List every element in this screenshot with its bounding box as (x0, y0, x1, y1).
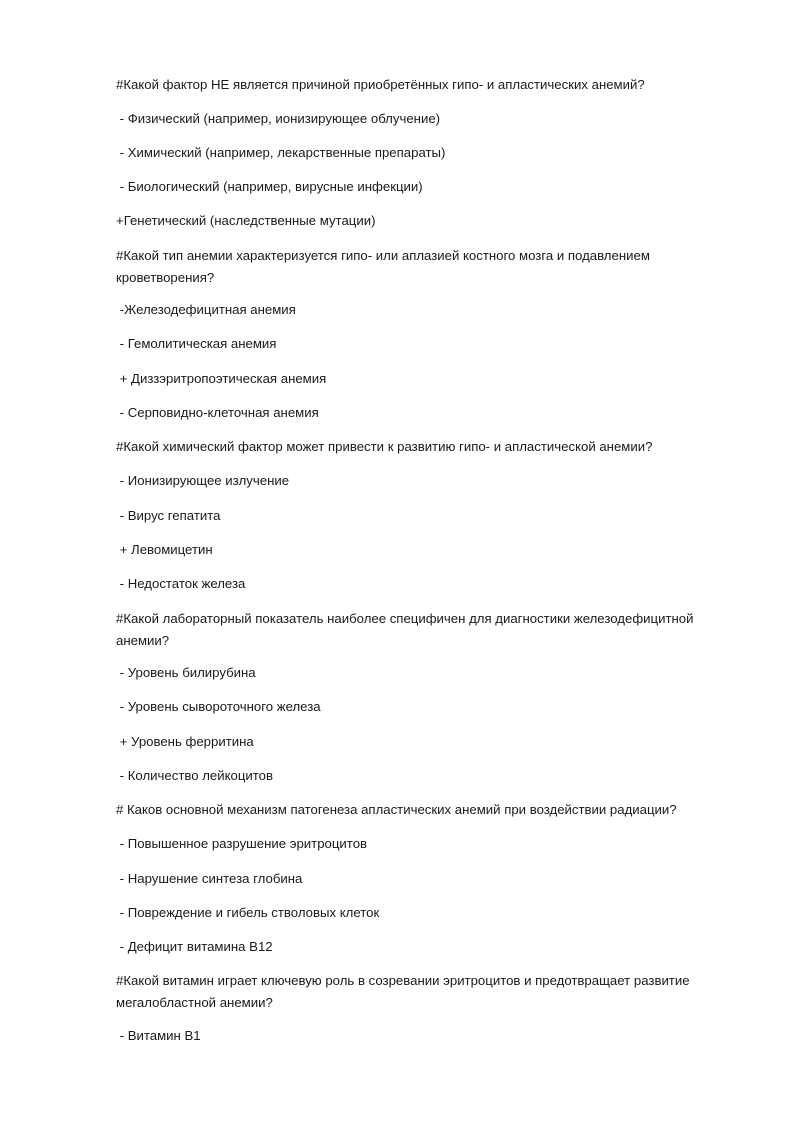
answer-option: - Количество лейкоцитов (116, 768, 274, 783)
answer-option: - Уровень сывороточного железа (116, 699, 321, 714)
question-6: #Какой витамин играет ключевую роль в созревании эритроцитов и предотвращает развитие мегалобластной анемии? (116, 973, 694, 1010)
question-4: #Какой лабораторный показатель наиболее специфичен для диагностики железодефицитной анемии? (116, 611, 698, 648)
answer-option: - Дефицит витамина В12 (116, 939, 273, 954)
answer-option: - Вирус гепатита (116, 508, 221, 523)
answer-option: - Повреждение и гибель стволовых клеток (116, 905, 380, 920)
question-5: # Каков основной механизм патогенеза апластических анемий при воздействии радиации? (116, 802, 677, 817)
answer-option: - Физический (например, ионизирующее облучение) (116, 111, 441, 126)
answer-option-correct: +Генетический (наследственные мутации) (116, 213, 376, 228)
answer-option: - Уровень билирубина (116, 665, 256, 680)
question-2: #Какой тип анемии характеризуется гипо- или аплазией костного мозга и подавлением кроветворения? (116, 248, 654, 285)
answer-option: - Нарушение синтеза глобина (116, 871, 303, 886)
question-1: #Какой фактор НЕ является причиной приобретённых гипо- и апластических анемий? (116, 77, 645, 92)
answer-option: - Гемолитическая анемия (116, 336, 277, 351)
answer-option: - Ионизирующее излучение (116, 473, 290, 488)
answer-option: - Химический (например, лекарственные препараты) (116, 145, 446, 160)
answer-option-correct: + Левомицетин (116, 542, 213, 557)
answer-option: - Серповидно-клеточная анемия (116, 405, 319, 420)
answer-option: - Повышенное разрушение эритроцитов (116, 836, 368, 851)
answer-option: - Витамин В1 (116, 1028, 201, 1043)
answer-option: - Биологический (например, вирусные инфекции) (116, 179, 423, 194)
answer-option: -Железодефицитная анемия (116, 302, 296, 317)
answer-option-correct: + Уровень ферритина (116, 734, 254, 749)
question-3: #Какой химический фактор может привести к развитию гипо- и апластической анемии? (116, 439, 653, 454)
answer-option-correct: + Диззэритропоэтическая анемия (116, 371, 327, 386)
answer-option: - Недостаток железа (116, 576, 246, 591)
